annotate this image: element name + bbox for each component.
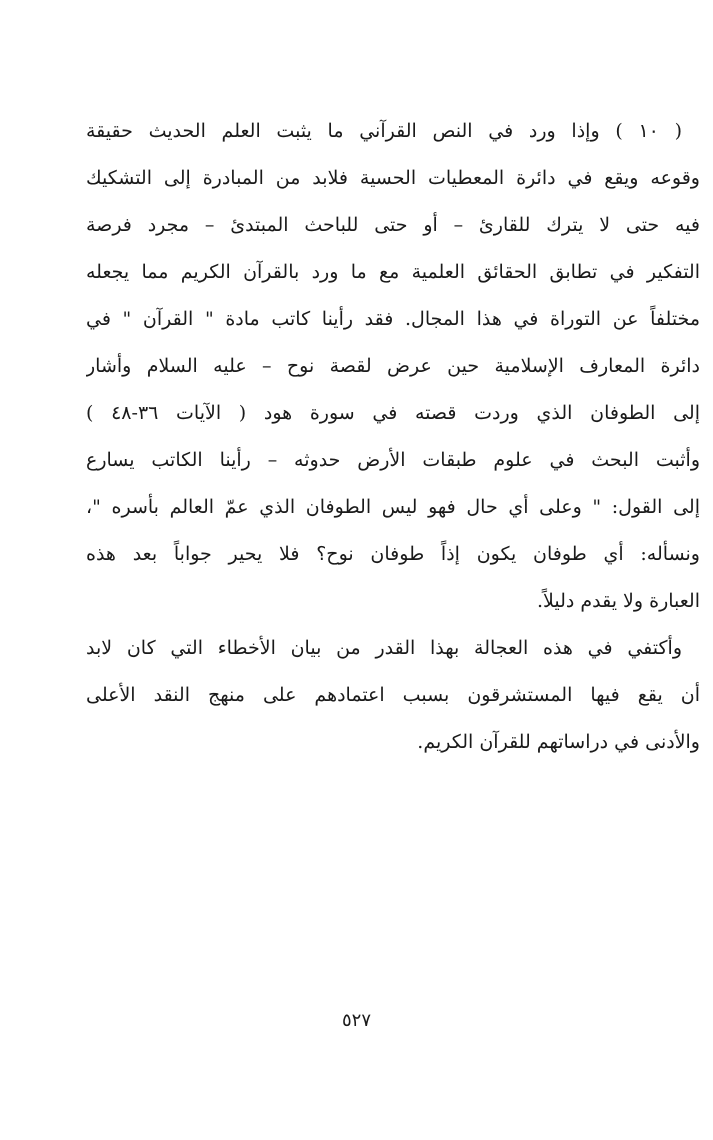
text-line: دائرة المعارف الإسلامية حين عرض لقصة نوح – عليه السلام وأشار [86, 355, 700, 377]
text-line: وأكتفي في هذه العجالة بهذا القدر من بيان الأخطاء التي كان لابد [86, 637, 682, 659]
text-line: إلى الطوفان الذي وردت قصته في سورة هود ( الآيات ٣٦-٤٨ ) [86, 402, 700, 424]
body-text [86, 108, 700, 766]
text-line: العبارة ولا يقدم دليلاً. [536, 590, 700, 612]
text-line: وقوعه ويقع في دائرة المعطيات الحسية فلابد من المبادرة إلى التشكيك [86, 167, 700, 189]
text-line: التفكير في تطابق الحقائق العلمية مع ما ورد بالقرآن الكريم مما يجعله [86, 261, 700, 283]
text-line: أن يقع فيها المستشرقون بسبب اعتمادهم على منهج النقد الأعلى [86, 684, 700, 706]
page-number: ٥٢٧ [341, 1010, 371, 1031]
text-line: وأثبت البحث في علوم طبقات الأرض حدوثه – رأينا الكاتب يسارع [86, 449, 700, 471]
text-line: مختلفاً عن التوراة في هذا المجال. فقد رأينا كاتب مادة " القرآن " في [86, 308, 700, 330]
text-line: فيه حتى لا يترك للقارئ – أو حتى للباحث المبتدئ – مجرد فرصة [86, 214, 700, 236]
text-line: إلى القول: " وعلى أي حال فهو ليس الطوفان الذي عمّ العالم بأسره "، [86, 496, 700, 518]
text-line: والأدنى في دراساتهم للقرآن الكريم. [417, 731, 700, 753]
text-line: ( ١٠ ) وإذا ورد في النص القرآني ما يثبت العلم الحديث حقيقة [86, 120, 682, 142]
text-line: ونسأله: أي طوفان يكون إذاً طوفان نوح؟ فلا يحير جواباً بعد هذه [86, 543, 700, 565]
